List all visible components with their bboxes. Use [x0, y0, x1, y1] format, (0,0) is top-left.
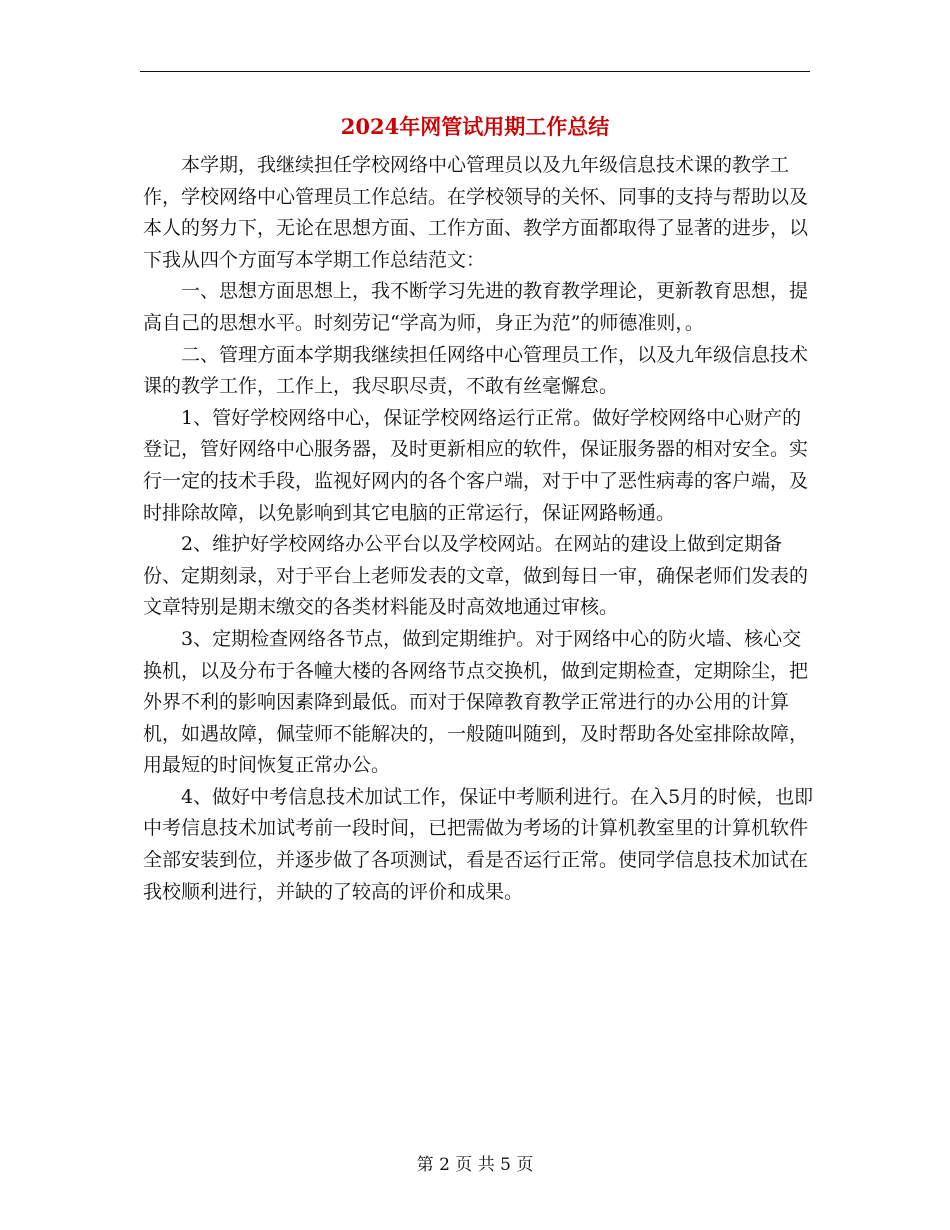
paragraph-management: 二、管理方面本学期我继续担任网络中心管理员工作，以及九年级信息技术课的教学工作，工作上，我尽职尽责，不敢有丝毫懈怠。 — [143, 343, 809, 398]
paragraph-item-3: 3、定期检查网络各节点，做到定期维护。对于网络中心的防火墙、核心交换机，以及分布于各幢大楼的各网络节点交换机，做到定期检查，定期除尘，把外界不利的影响因素降到最低。而对于保障教育教学正常进行的办公用的计算机，如遇故障，佩莹师不能解决的，一般随叫随到，及时帮助各处室排除故障，用最短的时间恢复正常办公。 — [143, 627, 809, 777]
header-rule — [140, 71, 810, 72]
paragraph-thinking: 一、思想方面思想上，我不断学习先进的教育教学理论，更新教育思想，提高自己的思想水平。时刻劳记“学高为师，身正为范”的师德准则，。 — [143, 280, 809, 334]
page-number: 第 2 页 共 5 页 — [416, 1155, 534, 1175]
document-title: 2024年网管试用期工作总结 — [340, 114, 610, 139]
paragraph-item-4: 4、做好中考信息技术加试工作，保证中考顺利进行。在入5月的时候，也即中考信息技术加试考前一段时间，已把需做为考场的计算机教室里的计算机软件全部安装到位，并逐步做了各项测试，看是否运行正常。使同学信息技术加试在我校顺利进行，并缺的了较高的评价和成果。 — [143, 785, 814, 903]
document-body — [143, 150, 815, 908]
paragraph-item-1: 1、管好学校网络中心，保证学校网络运行正常。做好学校网络中心财产的登记，管好网络中心服务器，及时更新相应的软件，保证服务器的相对安全。实行一定的技术手段，监视好网内的各个客户端，对于中了恶性病毒的客户端，及时排除故障，以免影响到其它电脑的正常运行，保证网路畅通。 — [143, 406, 809, 524]
paragraph-intro: 本学期，我继续担任学校网络中心管理员以及九年级信息技术课的教学工作，学校网络中心管理员工作总结。在学校领导的关怀、同事的支持与帮助以及本人的努力下，无论在思想方面、工作方面、教学方面都取得了显著的进步，以下我从四个方面写本学期工作总结范文： — [143, 154, 809, 271]
paragraph-item-2: 2、维护好学校网络办公平台以及学校网站。在网站的建设上做到定期备份、定期刻录，对于平台上老师发表的文章，做到每日一审，确保老师们发表的文章特别是期末缴交的各类材料能及时高效地通过审核。 — [143, 533, 809, 619]
